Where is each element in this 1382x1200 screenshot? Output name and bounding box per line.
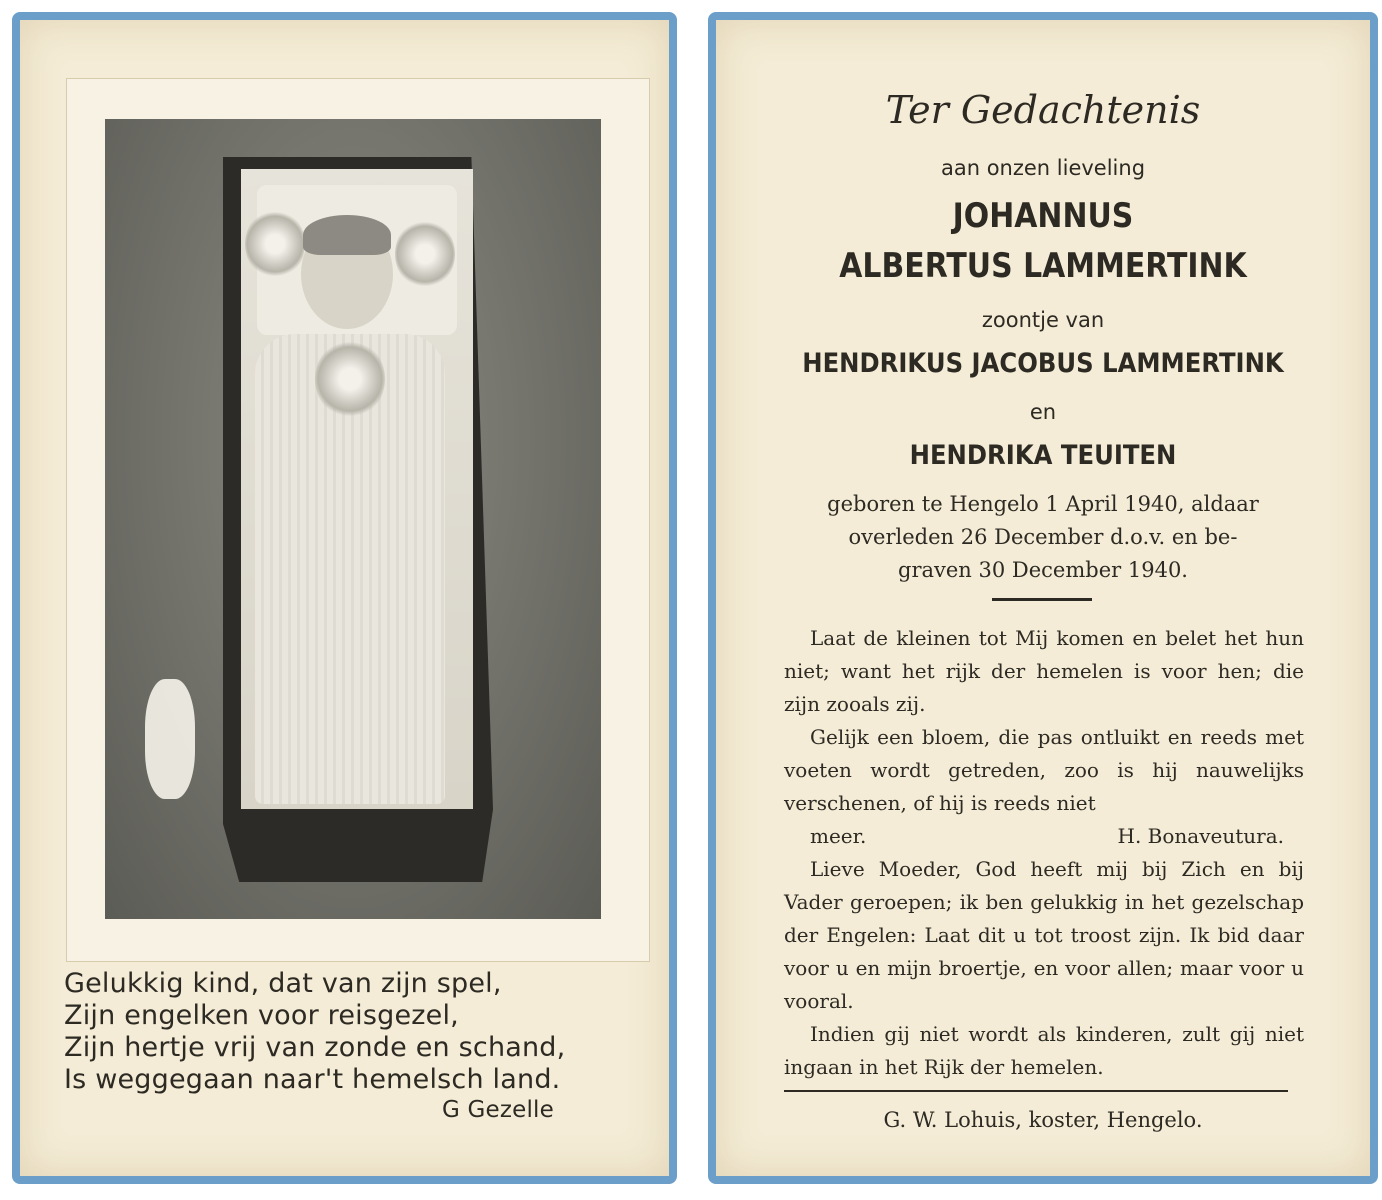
printer-credit: G. W. Lohuis, koster, Hengelo. (883, 1108, 1203, 1132)
flower-decoration (245, 209, 305, 279)
deceased-first-name: JOHANNUS (952, 196, 1134, 236)
quote-attribution: H. Bonaveutura. (1117, 824, 1284, 848)
memorial-card-back (708, 12, 1378, 1184)
poem-line: Zijn hertje vrij van zonde en schand, (64, 1032, 566, 1063)
scripture-paragraph: Laat de kleinen tot Mij komen en belet het hun niet; want het rijk der hemelen is voor hen; die zijn zooals zij. (784, 626, 1304, 716)
message-paragraph: Lieve Moeder, God heeft mij bij Zich en bij Vader geroepen; ik ben gelukkig in het gezelschap der Engelen: Laat dit u tot troost zijn. Ik bid daar voor u en mijn broertje, en voor allen; maar voor u vooral. (784, 857, 1304, 1013)
memorial-photo (105, 119, 601, 919)
bottom-divider (784, 1090, 1288, 1092)
mother-name: HENDRIKA TEUITEN (909, 440, 1177, 471)
memorial-card-front (12, 12, 677, 1184)
dates-line: geboren te Hengelo 1 April 1940, aldaar (827, 492, 1259, 516)
divider (992, 598, 1092, 601)
and-text: en (1029, 400, 1057, 424)
intro-text: aan onzen lieveling (940, 156, 1146, 180)
bouquet (315, 339, 385, 419)
dates-line: graven 30 December 1940. (898, 558, 1188, 582)
son-of-text: zoontje van (981, 308, 1105, 332)
card-title: Ter Gedachtenis (885, 88, 1201, 132)
flower-decoration (395, 219, 455, 289)
paper-tear (145, 679, 195, 799)
quote-paragraph: Gelijk een bloem, die pas ontluikt en reeds met voeten wordt getreden, zoo is hij nauwelijks verschenen, of hij is reeds niet (784, 725, 1304, 815)
poem-line: Is weggegaan naar't hemelsch land. (64, 1064, 561, 1095)
dates-block (716, 488, 1370, 587)
photo-mount (66, 78, 650, 962)
text-body (784, 622, 1304, 1084)
child-hair (303, 215, 391, 255)
poem-line: Gelukkig kind, dat van zijn spel, (64, 968, 502, 999)
quote-end: meer. (810, 824, 867, 848)
closing-paragraph: Indien gij niet wordt als kinderen, zult gij niet ingaan in het Rijk der hemelen. (784, 1022, 1304, 1079)
deceased-surname: ALBERTUS LAMMERTINK (839, 246, 1247, 286)
poem-author: G Gezelle (441, 1097, 554, 1123)
father-name: HENDRIKUS JACOBUS LAMMERTINK (802, 348, 1284, 379)
poem-line: Zijn engelken voor reisgezel, (64, 1000, 459, 1031)
quote-end-line (784, 820, 1304, 853)
dates-line: overleden 26 December d.o.v. en be- (848, 525, 1238, 549)
poem (64, 968, 664, 1124)
